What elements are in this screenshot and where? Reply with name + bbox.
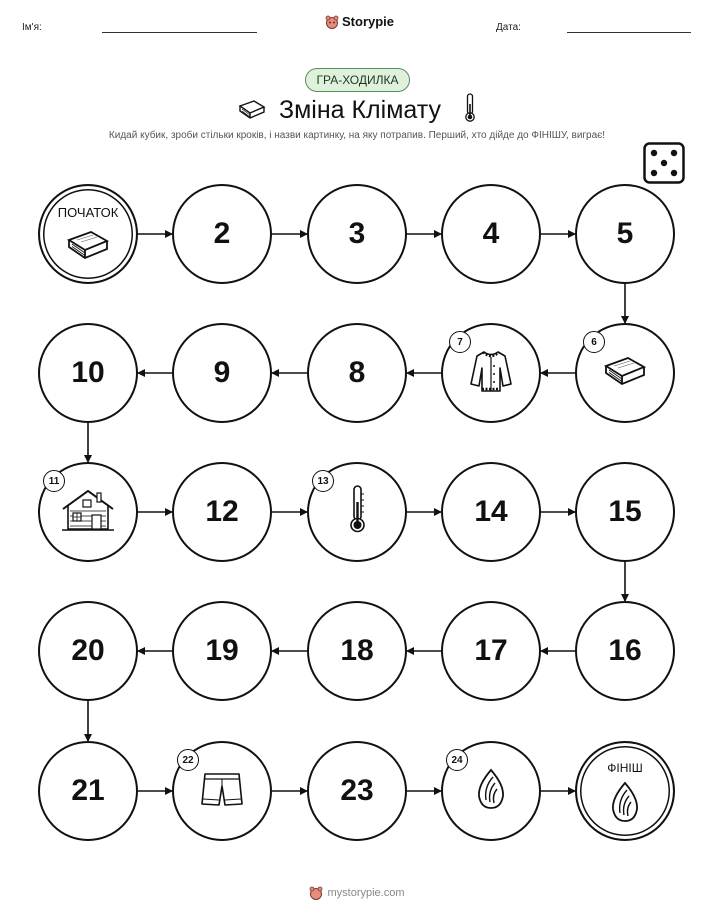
- name-label: Ім'я:: [22, 22, 42, 33]
- cell-number: 15: [608, 495, 642, 528]
- finish-label: ФІНІШ: [607, 761, 643, 775]
- cell-number: 16: [608, 634, 642, 667]
- board-cell: [575, 601, 675, 701]
- house-icon: [59, 487, 117, 538]
- board-cell: [575, 462, 675, 562]
- seed-icon: [609, 780, 641, 829]
- cell-number: 19: [205, 634, 239, 667]
- board-cell-picture: [38, 462, 138, 562]
- board-cell: [38, 741, 138, 841]
- book-icon: [602, 354, 648, 393]
- title-text: Зміна Клімату: [279, 96, 441, 124]
- board-cell: [38, 601, 138, 701]
- cell-number-badge: 11: [43, 470, 65, 492]
- start-cell: [38, 184, 138, 284]
- cell-number: 14: [474, 495, 508, 528]
- cell-number: 18: [340, 634, 374, 667]
- game-type-badge: ГРА-ХОДИЛКА: [305, 68, 410, 92]
- date-label: Дата:: [496, 22, 521, 33]
- board-cell: [172, 601, 272, 701]
- board-cell: [307, 601, 407, 701]
- cell-number-badge: 7: [449, 331, 471, 353]
- shorts-icon: [200, 770, 244, 813]
- cell-number: 23: [340, 774, 374, 807]
- pie-mascot-icon: [309, 886, 323, 900]
- board-cell: [441, 601, 541, 701]
- cell-number-badge: 13: [312, 470, 334, 492]
- board-cell-picture: [575, 323, 675, 423]
- board-cell: [307, 741, 407, 841]
- footer-site: mystorypie.com: [327, 887, 405, 899]
- board-cell-picture: [441, 741, 541, 841]
- board-cell: [441, 184, 541, 284]
- footer: [0, 886, 714, 900]
- seed-icon: [475, 767, 507, 816]
- board-cell: [307, 184, 407, 284]
- cell-number: 5: [616, 217, 634, 250]
- board-cell: [172, 323, 272, 423]
- finish-cell: [575, 741, 675, 841]
- book-icon: [65, 228, 111, 267]
- cell-number: 17: [474, 634, 508, 667]
- thermometer-icon: [347, 484, 367, 541]
- cell-number: 8: [348, 356, 366, 389]
- board-cell: [172, 462, 272, 562]
- cell-number-badge: 24: [446, 749, 468, 771]
- cell-number: 21: [71, 774, 105, 807]
- cell-number: 9: [213, 356, 231, 389]
- cell-number: 12: [205, 495, 239, 528]
- cell-number: 3: [348, 217, 366, 250]
- cell-number: 20: [71, 634, 105, 667]
- board-cell: [575, 184, 675, 284]
- cell-number: 2: [213, 217, 231, 250]
- brand-name: Storypie: [342, 14, 395, 29]
- cell-number: 4: [482, 217, 500, 250]
- start-label: ПОЧАТОК: [57, 205, 119, 220]
- board-cell: [38, 323, 138, 423]
- board-cell: [441, 462, 541, 562]
- board-cell: [307, 323, 407, 423]
- instructions: Кидай кубик, зроби стільки кроків, і назви картинку, на яку потрапив. Перший, хто дійде до ФІНІШУ, виграє!: [108, 130, 606, 141]
- board-cell-picture: [307, 462, 407, 562]
- board-cell-picture: [441, 323, 541, 423]
- coat-icon: [469, 348, 513, 399]
- cell-number-badge: 22: [177, 749, 199, 771]
- cell-number-badge: 6: [583, 331, 605, 353]
- board-cell-picture: [172, 741, 272, 841]
- board-cell: [172, 184, 272, 284]
- cell-number: 10: [71, 356, 105, 389]
